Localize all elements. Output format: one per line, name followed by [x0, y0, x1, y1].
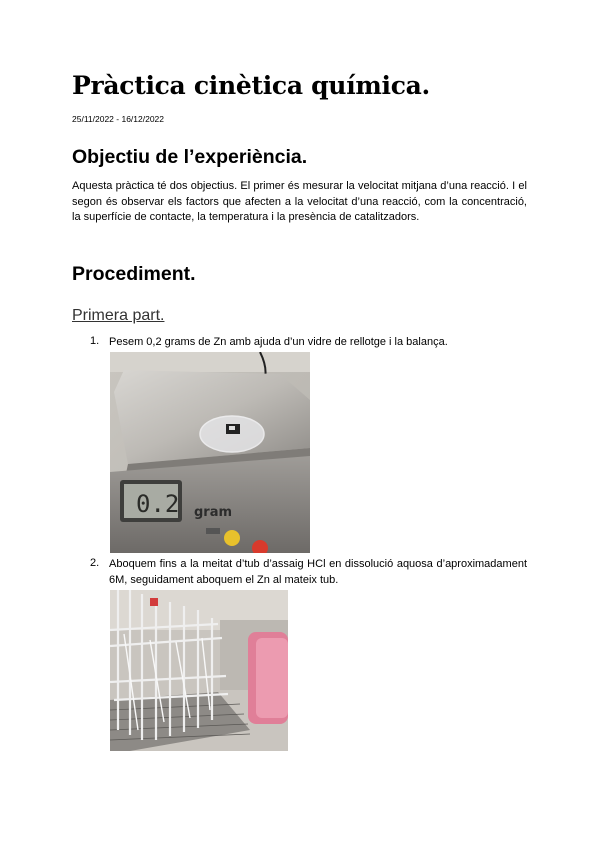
step-1-number: 1. [90, 335, 100, 347]
document-date: 25/11/2022 - 16/12/2022 [72, 114, 165, 124]
procedure-heading: Procediment. [72, 263, 196, 285]
first-part-subheading: Primera part. [72, 307, 165, 324]
step-2-number: 2. [90, 557, 100, 569]
objective-heading: Objectiu de l’experiència. [72, 146, 308, 168]
step-1-text: Pesem 0,2 grams de Zn amb ajuda d’un vidre de rellotge i la balança. [109, 336, 448, 348]
step-2-text: Aboquem fins a la meitat d’tub d’assaig HCl en dissolució aquosa d’aproximadament 6M, seguidament aboquem el Zn al mateix tub. [109, 558, 527, 586]
scale-display-reading: 0.2 [136, 490, 180, 518]
objective-paragraph: Aquesta pràctica té dos objectius. El primer és mesurar la velocitat mitjana d’una reacció. I el segon és observar els factors que afecten a la velocitat d’una reacció, com la concentració, la superfície de contacte, la temperatura i la presència de catalitzadors. [72, 180, 527, 223]
test-tube-rack-photo-image [110, 590, 288, 751]
document-title: Pràctica cinètica química. [72, 71, 430, 100]
scale-brand-logo: gram [194, 505, 233, 520]
scale-photo-image [110, 352, 310, 553]
test-tube-rack-photo [110, 590, 288, 751]
scale-photo [110, 352, 310, 553]
